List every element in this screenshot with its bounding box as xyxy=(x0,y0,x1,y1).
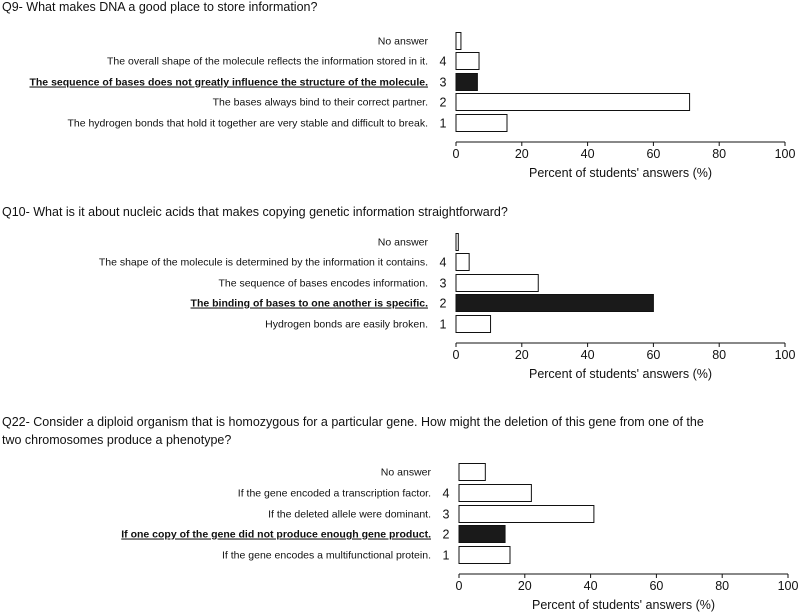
x-tick-label: 100 xyxy=(774,348,796,362)
bar-correct-answer xyxy=(456,295,653,312)
x-tick-label: 80 xyxy=(712,147,727,161)
x-axis-label: Percent of students' answers (%) xyxy=(531,598,716,612)
x-tick-label: 80 xyxy=(712,348,727,362)
bar xyxy=(456,234,458,251)
option-label: The shape of the molecule is determined by the information it contains. xyxy=(98,256,428,269)
bar xyxy=(456,33,461,50)
option-number: 1 xyxy=(442,548,450,563)
option-number: 2 xyxy=(439,296,447,311)
option-label: If the gene encodes a multifunctional protein. xyxy=(222,549,431,562)
option-label: No answer xyxy=(377,236,428,249)
option-number: 4 xyxy=(442,486,450,501)
option-label: If the gene encoded a transcription factor. xyxy=(237,487,431,500)
option-label: If the deleted allele were dominant. xyxy=(268,508,431,521)
option-label: The overall shape of the molecule reflects the information stored in it. xyxy=(107,55,428,68)
x-axis-label: Percent of students' answers (%) xyxy=(528,367,713,381)
x-tick-label: 0 xyxy=(452,348,460,362)
option-label: Hydrogen bonds are easily broken. xyxy=(265,318,428,331)
option-number: 1 xyxy=(439,317,447,332)
option-label-correct: If one copy of the gene did not produce enough gene product. xyxy=(121,528,431,541)
bar xyxy=(456,115,507,132)
x-tick-label: 60 xyxy=(649,579,664,593)
bar xyxy=(459,547,510,564)
option-label: The sequence of bases encodes information. xyxy=(218,277,428,290)
x-tick-label: 0 xyxy=(455,579,463,593)
x-tick-label: 20 xyxy=(514,348,529,362)
x-tick-label: 100 xyxy=(774,147,796,161)
bar xyxy=(459,485,531,502)
option-label: No answer xyxy=(377,35,428,48)
bar xyxy=(459,464,485,481)
x-tick-label: 60 xyxy=(646,348,661,362)
chart-title: Q10- What is it about nucleic acids that makes copying genetic information straightforward? xyxy=(2,205,508,219)
option-number: 1 xyxy=(439,116,447,131)
bar xyxy=(459,506,594,523)
x-tick-label: 40 xyxy=(580,348,595,362)
chart-title-line: two chromosomes produce a phenotype? xyxy=(2,433,232,447)
option-number: 2 xyxy=(439,95,447,110)
chart-panel-q10 xyxy=(2,205,795,381)
option-label: The hydrogen bonds that hold it together are very stable and difficult to break. xyxy=(67,117,428,130)
option-label: No answer xyxy=(380,466,431,479)
x-tick-label: 40 xyxy=(583,579,598,593)
chart-panel-q22 xyxy=(2,415,798,612)
x-tick-label: 80 xyxy=(715,579,730,593)
x-axis-label: Percent of students' answers (%) xyxy=(528,166,713,180)
bar xyxy=(456,254,469,271)
x-tick-label: 100 xyxy=(777,579,799,593)
option-label: The bases always bind to their correct partner. xyxy=(212,96,428,109)
chart-panel-q9 xyxy=(2,0,795,180)
option-number: 4 xyxy=(439,255,447,270)
option-number: 4 xyxy=(439,54,447,69)
x-tick-label: 0 xyxy=(452,147,460,161)
x-tick-label: 60 xyxy=(646,147,661,161)
chart-title: Q9- What makes DNA a good place to store information? xyxy=(2,0,318,14)
chart-title-line: Q22- Consider a diploid organism that is homozygous for a particular gene. How might the deletion of this gene from one of the xyxy=(2,415,704,429)
option-number: 2 xyxy=(442,527,450,542)
option-number: 3 xyxy=(439,75,447,90)
x-tick-label: 20 xyxy=(517,579,532,593)
option-label-correct: The sequence of bases does not greatly influence the structure of the molecule. xyxy=(29,76,428,89)
bar xyxy=(456,275,538,292)
option-number: 3 xyxy=(439,276,447,291)
option-number: 3 xyxy=(442,507,450,522)
bar-correct-answer xyxy=(456,74,477,91)
bar-correct-answer xyxy=(459,526,505,543)
x-tick-label: 40 xyxy=(580,147,595,161)
x-tick-label: 20 xyxy=(514,147,529,161)
bar xyxy=(456,94,690,111)
bar xyxy=(456,53,479,70)
option-label-correct: The binding of bases to one another is specific. xyxy=(190,297,428,310)
bar xyxy=(456,316,491,333)
